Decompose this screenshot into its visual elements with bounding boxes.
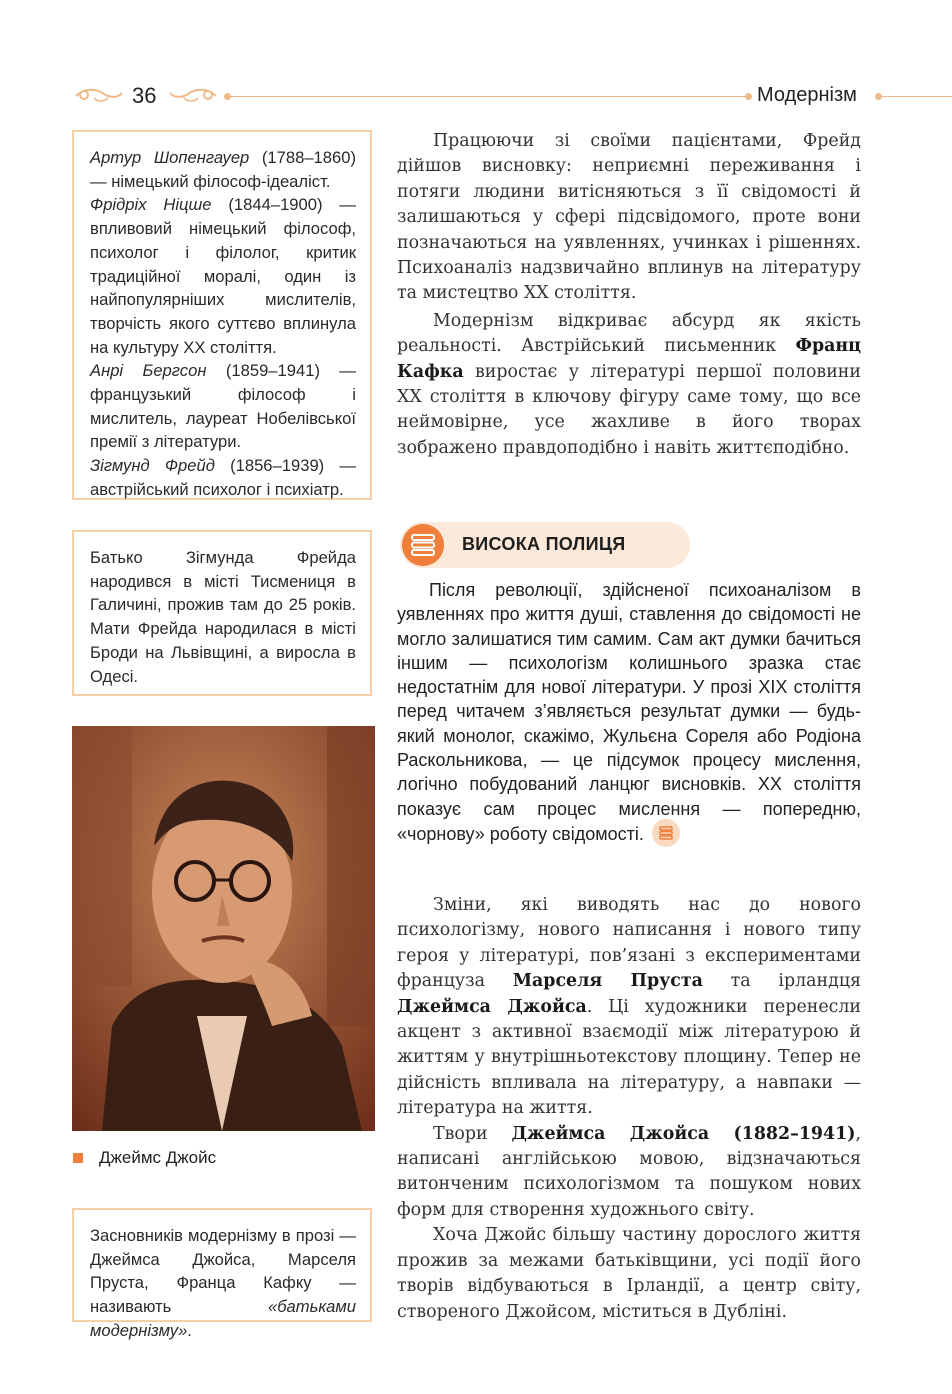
fact-box-freud-parents: [72, 530, 372, 696]
running-section-title: Модернізм: [757, 84, 857, 106]
bold-dates: (1882–1941): [709, 1123, 856, 1144]
bold-name: Франц Кафка: [397, 336, 861, 382]
shelf-text: Після революції, здійсненої психоаналізом в уявленнях про життя душі, ставлення до свідомості не могло залишатися тим самим. Сам акт думки бачиться іншим — психологізм колишнього зразка стає недостатнім для нової літератури. У прозі XIX століття перед читачем з’являється результат думки — будь-який монолог, скажімо, Жульєна Сореля або Родіона Раскольникова, — це підсумок процесу мислення, логічно побудований ланцюг висновків. XX століття показує сам процес мислення — попередню, «чорнову» роботу свідомості.: [397, 580, 861, 844]
ornament-left-icon: [74, 84, 124, 104]
paragraph: [397, 309, 861, 461]
glossary-name: Зігмунд Фрейд: [90, 456, 215, 476]
bookshelf-icon: [402, 524, 444, 566]
main-text-block-2: [397, 893, 861, 1325]
bold-name: Джеймса Джойса: [397, 996, 587, 1017]
text-run: . Ці художники перенесли акцент з активної взаємодії між літературою й життям у внутрішньотекстову площину. Тепер не дійсність впливала на літературу, а навпаки — література на життя.: [397, 996, 862, 1119]
high-shelf-text: [397, 578, 861, 849]
text-run: та ірландця: [702, 971, 861, 992]
glossary-name: Анрі Бергсон: [90, 361, 207, 381]
text-run: Модернізм відкриває абсурд як якість реальності. Австрійський письменник: [397, 310, 861, 357]
fact-text-plain: Засновників модернізму в прозі — Джеймса Джойса, Марселя Пруста, Франца Кафку — називають: [90, 1226, 356, 1317]
bold-name: Марселя Пруста: [512, 971, 703, 992]
paragraph: Хоча Джойс більшу частину дорослого життя прожив за межами батьківщини, усі події його творів відбуваються в Ірландії, а центр світу, створеного Джойсом, міститься в Дубліні.: [397, 1225, 861, 1322]
main-text-block-1: [397, 129, 861, 461]
high-shelf-title: ВИСОКА ПОЛИЦЯ: [462, 534, 626, 554]
paragraph: [397, 1122, 861, 1224]
fact-text-end: .: [187, 1320, 192, 1340]
text-run: , написані англійською мовою, відзначаються витонченим психологізмом та пошуком нових форм для створення художнього світу.: [397, 1123, 861, 1220]
bookshelf-end-icon: [652, 819, 680, 847]
text-run: виростає у літературі першої половини XX століття в ключову фігуру саме тому, що все неймовірне, усе жахливе в його творах зображено правдоподібно і навіть життєподібно.: [397, 361, 861, 458]
header-rule-dot: [875, 93, 882, 100]
glossary-text: (1788–1860) — німецький філософ-ідеаліст.: [90, 148, 356, 191]
paragraph: [397, 578, 861, 849]
glossary-text: (1844–1900) — впливовий німецький філософ, психолог і філолог, критик традиційної моралі, один із найпопулярніших мислителів, творчість якого суттєво вплинула на культуру XX століття.: [90, 195, 356, 357]
photo-caption: Джеймс Джойс: [99, 1148, 217, 1167]
glossary-box: [72, 130, 372, 500]
text-run: Твори: [433, 1123, 512, 1144]
header-rule-dot: [745, 93, 752, 100]
glossary-entries: [90, 146, 356, 502]
header-rule: [230, 96, 745, 97]
paragraph: Працюючи зі своїми пацієнтами, Фрейд дійшов висновку: неприємні переживання і потяги людини витісняються з її свідомості й залишаються у сфері підсвідомого, проте вони позначаються на уявленнях, учинках і рішеннях. Психоаналіз надзвичайно вплинув на літературу та мистецтво XX століття.: [397, 131, 861, 304]
glossary-text: (1856–1939) — австрійський психолог і психіатр.: [90, 456, 356, 499]
page-number: 36: [132, 83, 157, 108]
glossary-text: (1859–1941) — французький філософ і мислитель, лауреат Нобелівської премії з літератури.: [90, 361, 356, 452]
fact-box-founders: [72, 1208, 372, 1340]
fact-text-italic: «батьками модернізму»: [90, 1297, 356, 1340]
paragraph: [397, 893, 861, 1122]
glossary-name: Артур Шопенгауер: [90, 148, 250, 167]
bold-name: Джеймса Джойса: [511, 1123, 710, 1144]
portrait-photo-joyce: [72, 726, 375, 1131]
caption-bullet: [73, 1153, 83, 1163]
fact-text: [90, 1224, 356, 1343]
ornament-right-icon: [168, 84, 218, 104]
fact-text: Батько Зігмунда Фрейда народився в місті Тисмениця в Галичині, прожив там до 25 років. Мати Фрейда народилася в місті Броди на Львівщині, а виросла в Одесі.: [90, 548, 356, 686]
text-run: Зміни, які виводять нас до нового психологізму, нового написання і нового типу героя у літературі, пов’язані з експериментами француза: [397, 895, 861, 992]
header-rule: [882, 96, 952, 97]
glossary-name: Фрідріх Ніцше: [90, 195, 212, 215]
